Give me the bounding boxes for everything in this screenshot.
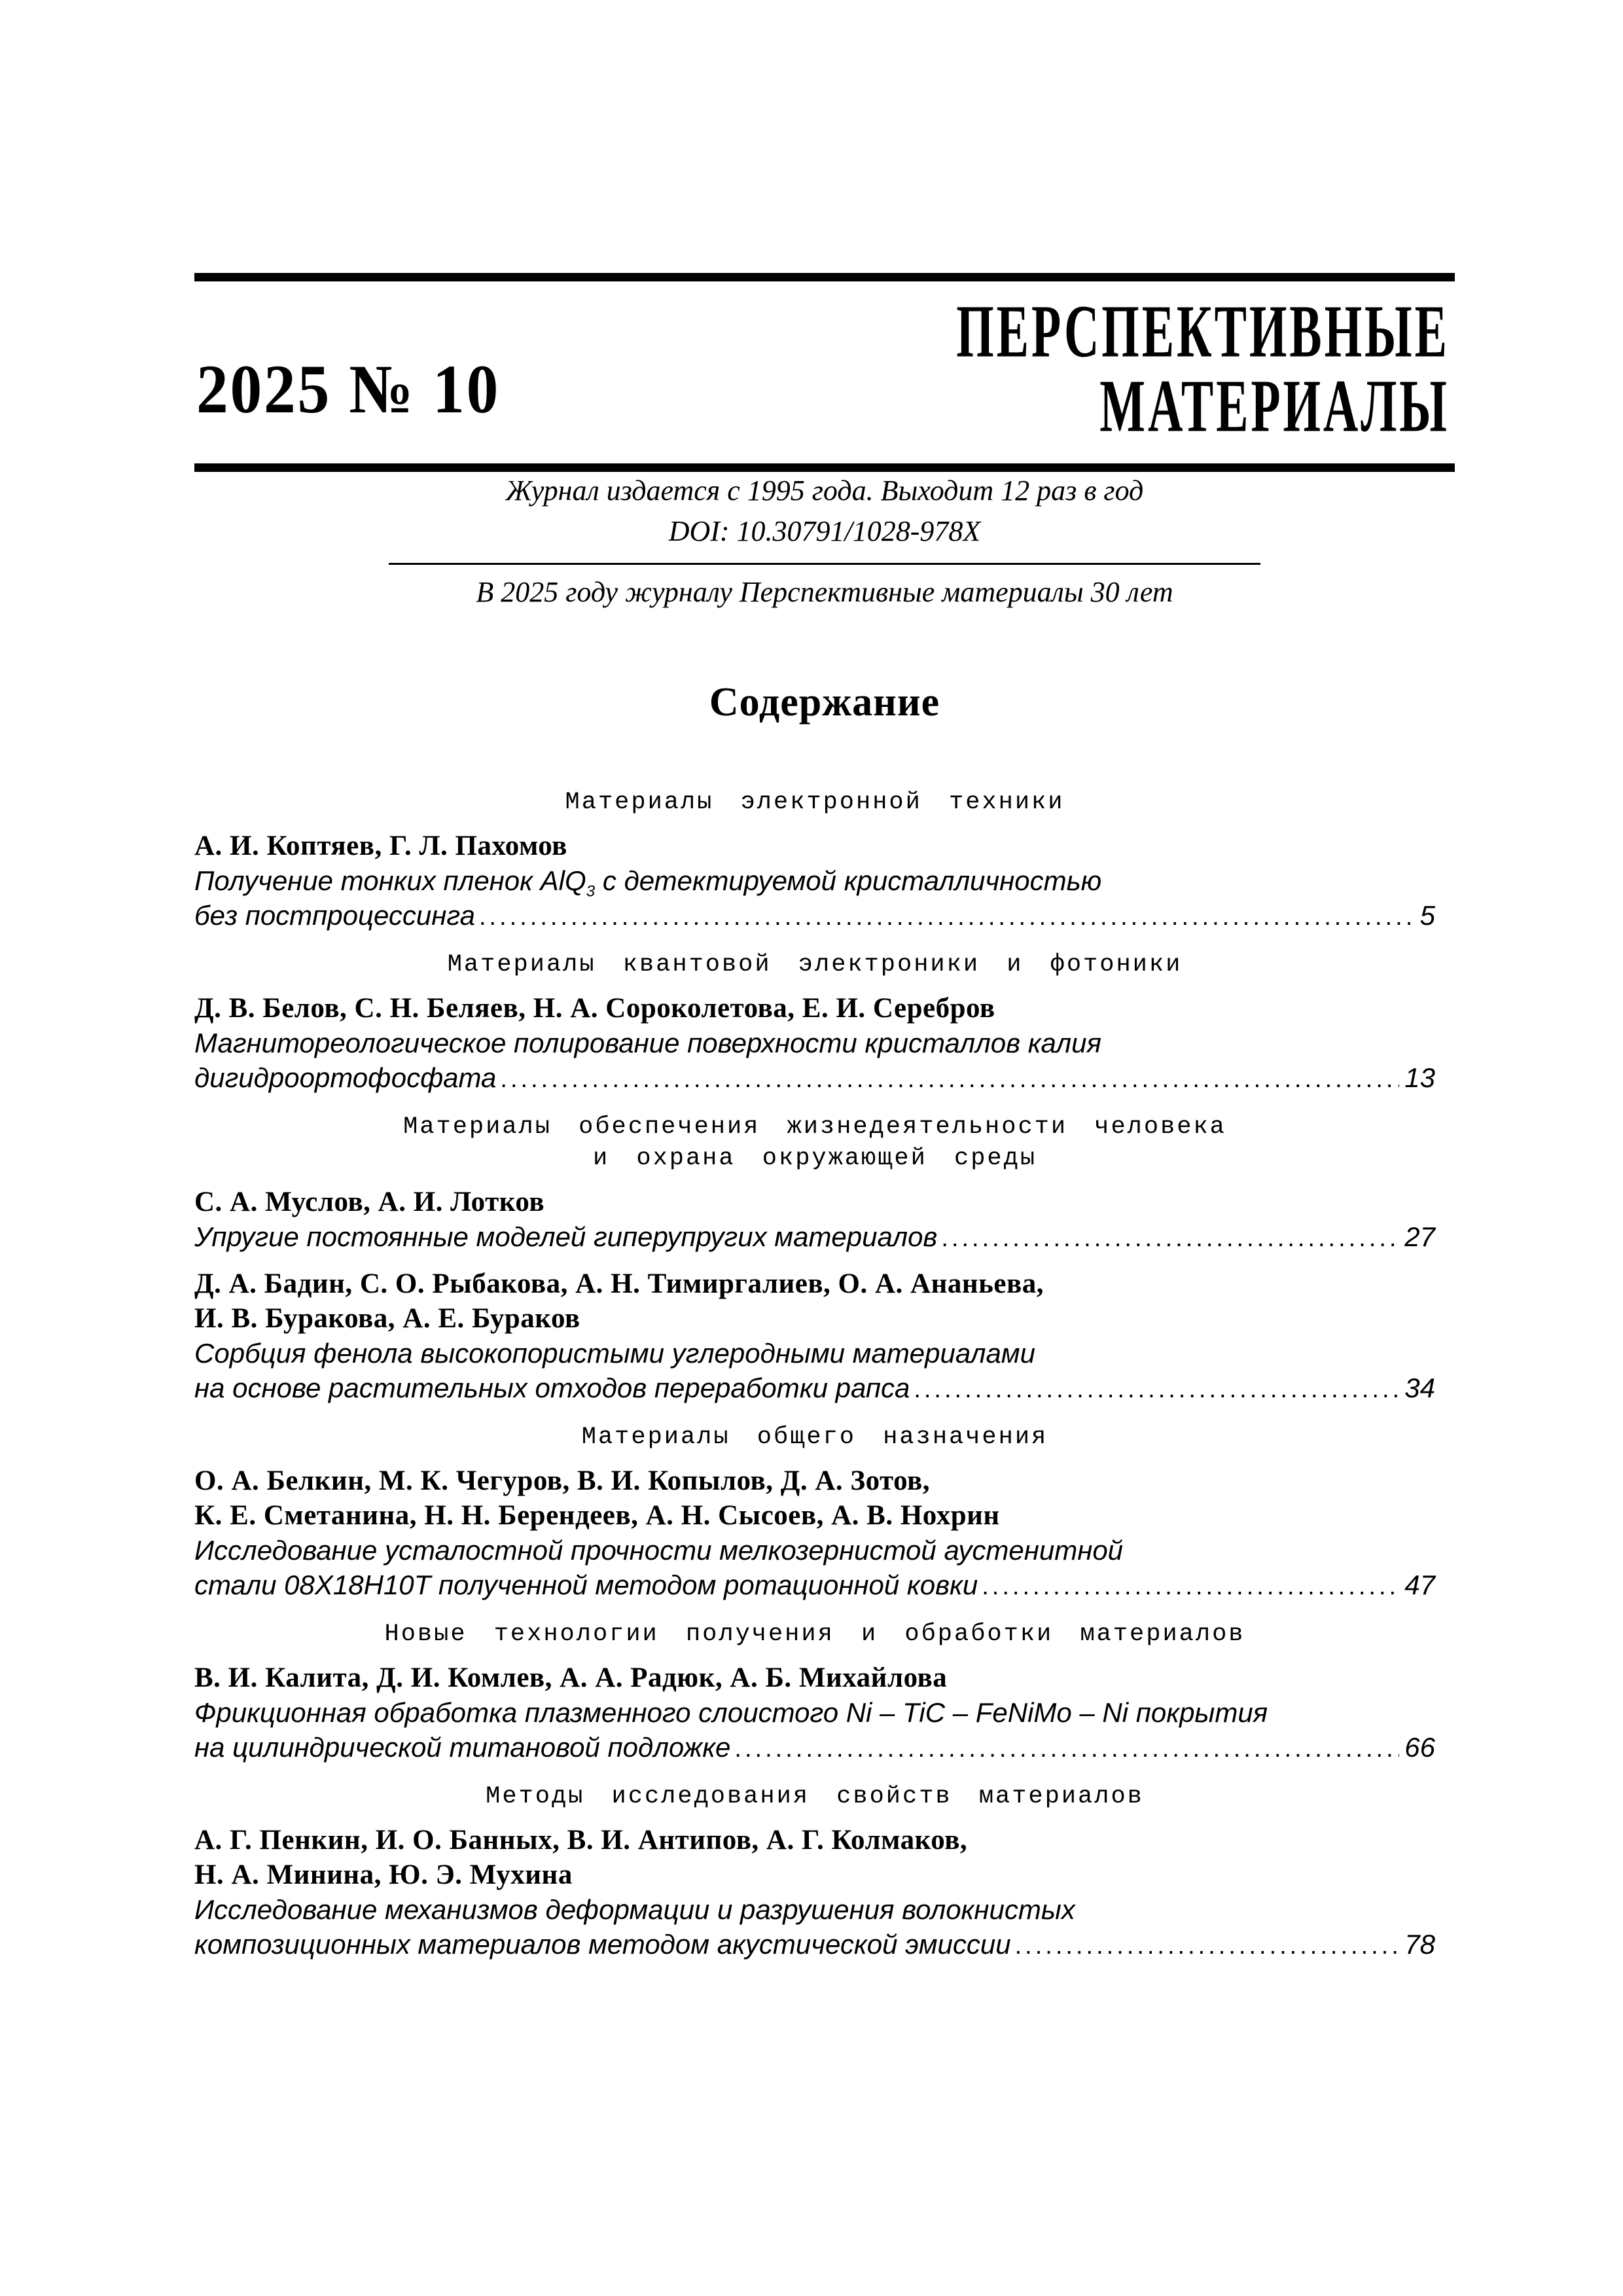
section-heading (194, 1619, 1435, 1650)
section-heading-line: Материалы квантовой электроники и фотоники (447, 951, 1183, 978)
dot-leader (1015, 1927, 1400, 1964)
author-line: Д. В. Белов, С. Н. Беляев, Н. А. Сороколетова, Е. И. Серебров (194, 993, 995, 1024)
section-heading-line: Материалы электронной техники (565, 789, 1065, 816)
article-title-text: Получение тонких пленок AlQ$_3$ с детектируемой кристалличностью (194, 865, 1102, 901)
bottom-rule (194, 463, 1455, 472)
dot-leader (734, 1730, 1399, 1767)
section-heading (194, 1111, 1435, 1174)
section-heading-line: Материалы обеспечения жизнедеятельности человека (403, 1113, 1226, 1141)
article-title-line (194, 1568, 1435, 1604)
author-line: А. И. Коптяев, Г. Л. Пахомов (194, 831, 567, 861)
author-line: К. Е. Сметанина, Н. Н. Берендеев, А. Н. Сысоев, А. В. Нохрин (194, 1500, 1000, 1531)
article-title-text: Упругие постоянные моделей гиперупругих материалов (194, 1221, 938, 1252)
article-title-line (194, 1219, 1435, 1256)
page-number: 78 (1404, 1929, 1435, 1960)
page-number: 47 (1404, 1570, 1435, 1600)
article-title-text: Фрикционная обработка плазменного слоистого Ni – TiC – FeNiMo – Ni покрытия (194, 1697, 1268, 1728)
section-heading (194, 787, 1435, 818)
article-title-line (194, 1533, 1435, 1568)
divider-rule (389, 563, 1260, 565)
article-title-line (194, 898, 1435, 935)
article-title-line (194, 1927, 1435, 1964)
article-title-text: без постпроцессинга (194, 900, 475, 931)
article-title-text: стали 08Х18Н10Т полученной методом ротационной ковки (194, 1570, 978, 1600)
toc-entry (194, 829, 1435, 935)
page-number: 34 (1404, 1372, 1435, 1403)
section-heading-line: и охрана окружающей среды (592, 1145, 1037, 1172)
dot-leader (941, 1219, 1399, 1256)
toc-entry (194, 1266, 1435, 1407)
section-heading (194, 1781, 1435, 1812)
section-heading-line: Методы исследования свойств материалов (486, 1783, 1144, 1810)
journal-title (956, 290, 1450, 448)
toc-entry (194, 991, 1435, 1097)
section-heading-line: Новые технологии получения и обработки материалов (384, 1621, 1245, 1648)
author-line: И. В. Буракова, А. Е. Бураков (194, 1303, 580, 1334)
section-heading (194, 949, 1435, 980)
journal-title-line2: МАТЕРИАЛЫ (1099, 365, 1450, 448)
toc-entry (194, 1660, 1435, 1767)
article-title-line (194, 863, 1435, 901)
dot-leader (479, 898, 1415, 935)
page-number: 66 (1404, 1732, 1435, 1763)
article-title-line (194, 1026, 1435, 1060)
author-line: С. А. Муслов, А. И. Лотков (194, 1187, 545, 1217)
toc-entry (194, 1823, 1435, 1964)
contents-title: Содержание (709, 680, 940, 725)
dot-leader (982, 1568, 1399, 1604)
article-title-text: на цилиндрической титановой подложке (194, 1732, 731, 1763)
article-title-text: Исследование механизмов деформации и разрушения волокнистых (194, 1894, 1075, 1925)
masthead (194, 273, 1455, 472)
article-title-line (194, 1336, 1435, 1371)
article-title-line (194, 1371, 1435, 1407)
article-title-text: Сорбция фенола высокопористыми углеродными материалами (194, 1338, 1035, 1369)
toc-entry (194, 1463, 1435, 1604)
author-line: Н. А. Минина, Ю. Э. Мухина (194, 1859, 573, 1890)
article-title-line (194, 1730, 1435, 1767)
article-title-line (194, 1892, 1435, 1927)
issue-number: 2025 № 10 (196, 351, 501, 428)
dot-leader (500, 1060, 1399, 1097)
author-line: В. И. Калита, Д. И. Комлев, А. А. Радюк, А. Б. Михайлова (194, 1662, 948, 1693)
page-number: 5 (1419, 900, 1435, 931)
masthead-inner (194, 281, 1455, 463)
article-title-text: на основе растительных отходов переработки рапса (194, 1372, 910, 1403)
published-since-line: Журнал издается с 1995 года. Выходит 12 раз в год (505, 475, 1144, 507)
dot-leader (914, 1371, 1399, 1407)
article-title-text: дигидроортофосфата (194, 1062, 497, 1093)
section-heading (194, 1422, 1435, 1453)
article-title-text: Исследование усталостной прочности мелкозернистой аустенитной (194, 1535, 1124, 1566)
toc-list (194, 772, 1435, 1964)
section-heading-line: Материалы общего назначения (581, 1424, 1048, 1451)
author-line: А. Г. Пенкин, И. О. Банных, В. И. Антипов, А. Г. Колмаков, (194, 1825, 968, 1856)
article-title-text: Магнитореологическое полирование поверхности кристаллов калия (194, 1028, 1101, 1058)
doi-line: DOI: 10.30791/1028-978X (668, 515, 981, 547)
author-line: Д. А. Бадин, С. О. Рыбакова, А. Н. Тимиргалиев, О. А. Ананьева, (194, 1268, 1044, 1299)
subtitle-block (194, 473, 1455, 611)
article-title-line (194, 1695, 1435, 1730)
article-title-text: композиционных материалов методом акустической эмиссии (194, 1929, 1011, 1960)
top-rule (194, 273, 1455, 281)
toc-entry (194, 1185, 1435, 1256)
journal-title-line1: ПЕРСПЕКТИВНЫЕ (956, 290, 1450, 373)
article-title-line (194, 1060, 1435, 1097)
author-line: О. А. Белкин, М. К. Чегуров, В. И. Копылов, Д. А. Зотов, (194, 1465, 930, 1496)
anniversary-line: В 2025 году журналу Перспективные материалы 30 лет (476, 576, 1173, 608)
page-number: 13 (1404, 1062, 1435, 1093)
page-number: 27 (1404, 1221, 1435, 1252)
